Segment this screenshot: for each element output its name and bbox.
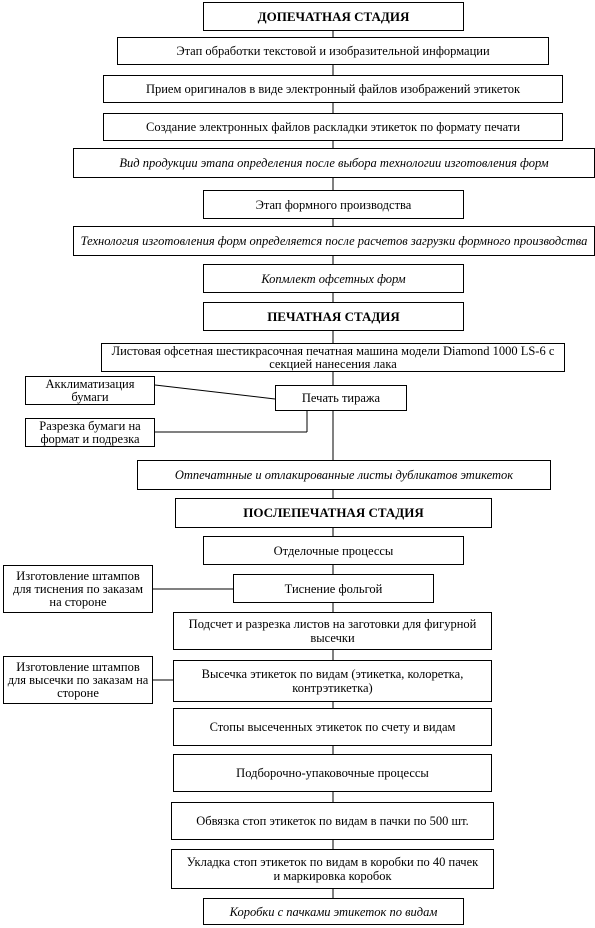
product-type-box: Вид продукции этапа определения после выбора технологии изготовления форм — [73, 148, 595, 178]
plate-production-stage-box: Этап формного производства — [203, 190, 464, 219]
label-diecutting-box: Высечка этикеток по видам (этикетка, колоретка, контрэтикетка) — [173, 660, 492, 702]
packing-processes-box: Подборочно-упаковочные процессы — [173, 754, 492, 792]
text-image-processing-box: Этап обработки текстовой и изобразительной информации — [117, 37, 549, 65]
foil-embossing-box: Тиснение фольгой — [233, 574, 434, 603]
paper-acclimatization-box: Акклиматизация бумаги — [25, 376, 155, 405]
diecutting-dies-box: Изготовление штампов для высечки по заказам на стороне — [3, 656, 153, 704]
boxing-labeling-box: Укладка стоп этикеток по видам в коробки по 40 пачек и маркировка коробок — [171, 849, 494, 889]
finishing-processes-box: Отделочные процессы — [203, 536, 464, 565]
offset-plates-set-box: Копмлект офсетных форм — [203, 264, 464, 293]
layout-files-box: Создание электронных файлов раскладки этикеток по формату печати — [103, 113, 563, 141]
sheet-cutting-box: Подсчет и разрезка листов на заготовки для фигурной высечки — [173, 612, 492, 650]
originals-reception-box: Прием оригиналов в виде электронный файлов изображений этикеток — [103, 75, 563, 103]
printed-sheets-box: Отпечатнные и отлакированные листы дубликатов этикеток — [137, 460, 551, 490]
printing-machine-box: Листовая офсетная шестикрасочная печатная машина модели Diamond 1000 LS-6 с секцией нанесения лака — [101, 343, 565, 372]
print-run-box: Печать тиража — [275, 385, 407, 411]
final-boxes-box: Коробки с пачками этикеток по видам — [203, 898, 464, 925]
stack-binding-box: Обвязка стоп этикеток по видам в пачки по 500 шт. — [171, 802, 494, 840]
prepress-stage-box: ДОПЕЧАТНАЯ СТАДИЯ — [203, 2, 464, 31]
plate-technology-box: Технология изготовления форм определяется после расчетов загрузки формного производства — [73, 226, 595, 256]
paper-cutting-box: Разрезка бумаги на формат и подрезка — [25, 418, 155, 447]
embossing-dies-box: Изготовление штампов для тиснения по заказам на стороне — [3, 565, 153, 613]
printing-stage-box: ПЕЧАТНАЯ СТАДИЯ — [203, 302, 464, 331]
label-stacks-box: Стопы высеченных этикеток по счету и видам — [173, 708, 492, 746]
postpress-stage-box: ПОСЛЕПЕЧАТНАЯ СТАДИЯ — [175, 498, 492, 528]
